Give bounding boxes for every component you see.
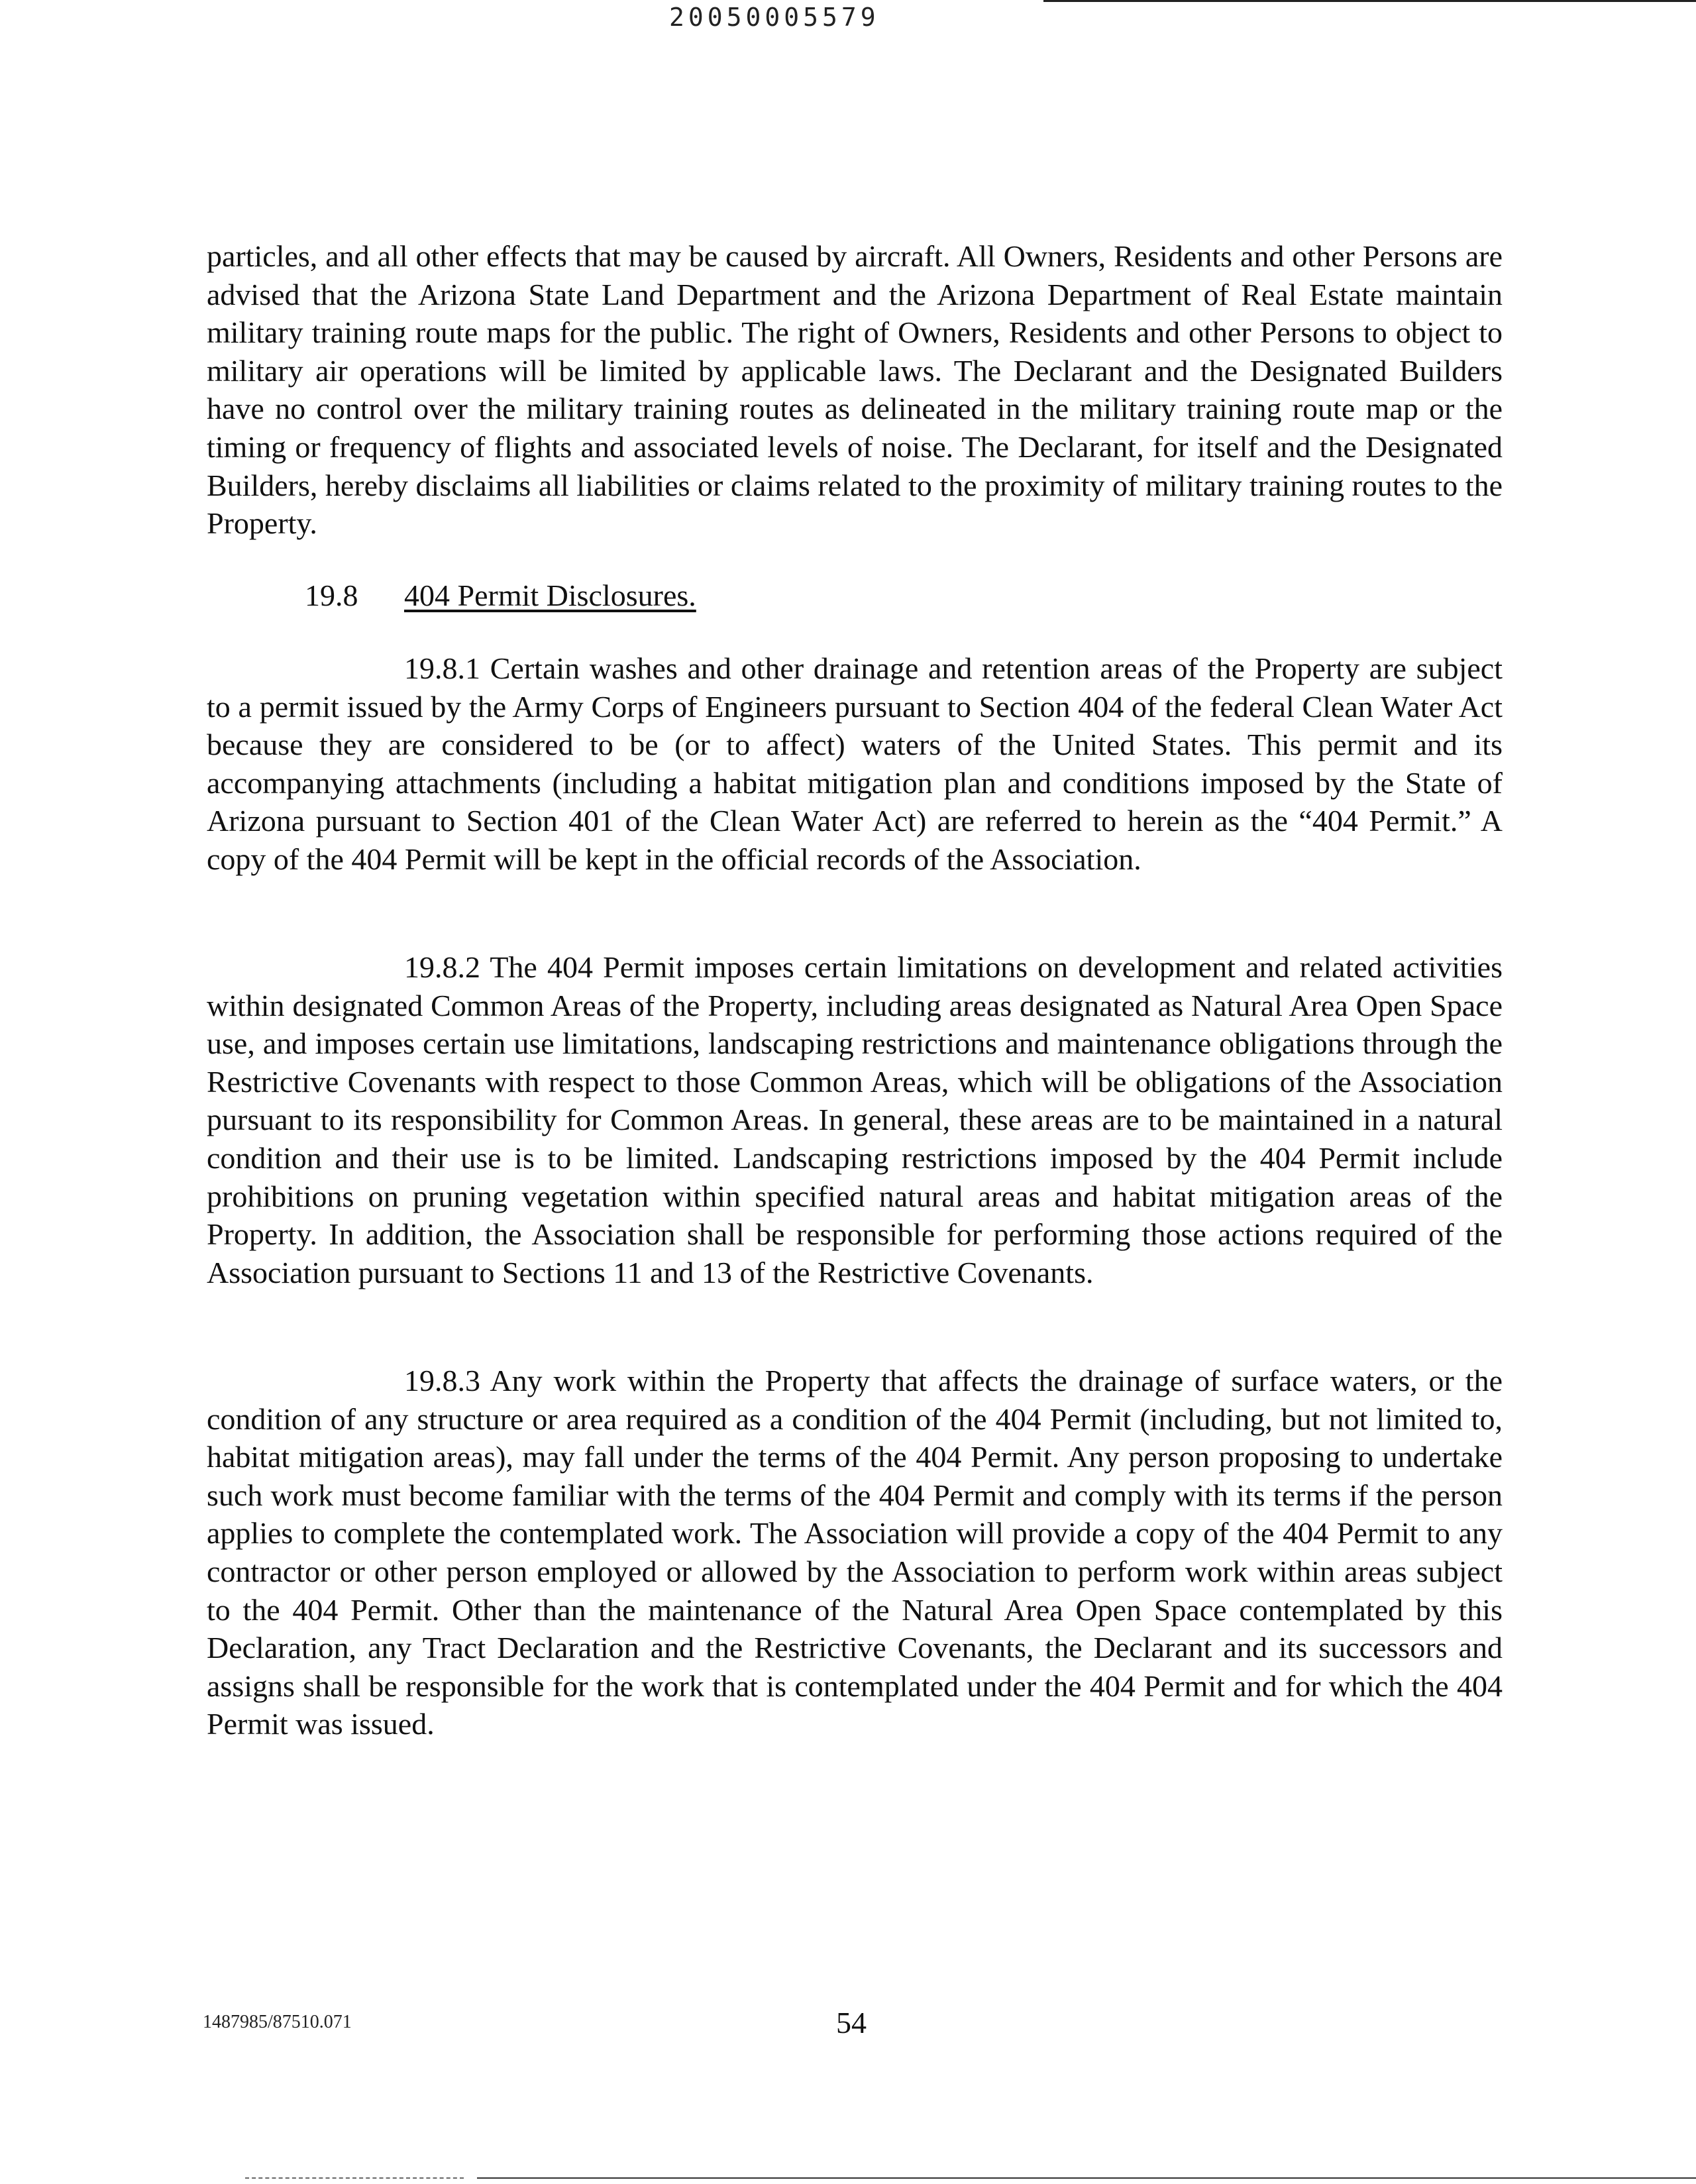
- paragraph-19-8-3: 19.8.3 Any work within the Property that affects the drainage of surface waters, or the condition of any structure or area required as a condition of the 404 Permit (including, but not limited to, habitat mitigation areas), may fall under the terms of the 404 Permit. Any person proposing to undertake such work must become familiar with the terms of the 404 Permit and comply with its terms if the person applies to complete the contemplated work. The Association will provide a copy of the 404 Permit to any contractor or other person employed or allowed by the Association to perform work within areas subject to the 404 Permit. Other than the maintenance of the Natural Area Open Space contemplated by this Declaration, any Tract Declaration and the Restrictive Covenants, the Declarant and its successors and assigns shall be responsible for the work that is contemplated under the 404 Permit and for which the 404 Permit was issued.: [207, 1364, 1503, 1741]
- paragraph-19-8-2: 19.8.2 The 404 Permit imposes certain limitations on development and related activities within designated Common Areas of the Property, including areas designated as Natural Area Open Space use, and imposes certain use limitations, landscaping restrictions and maintenance obligations through the Restrictive Covenants with respect to those Common Areas, which will be obligations of the Association pursuant to its responsibility for Common Areas. In general, these areas are to be maintained in a natural condition and their use is to be limited. Landscaping restrictions imposed by the 404 Permit include prohibitions on pruning vegetation within specified natural areas and habitat mitigation areas of the Property. In addition, the Association shall be responsible for performing those actions required of the Association pursuant to Sections 11 and 13 of the Restrictive Covenants.: [207, 950, 1503, 1289]
- section-title: 404 Permit Disclosures.: [404, 578, 696, 612]
- bottom-rule: [477, 2177, 1696, 2179]
- recording-number: 20050005579: [669, 3, 880, 32]
- page-number: 54: [836, 2006, 867, 2040]
- top-rule: [1043, 0, 1696, 2]
- footer-document-id: 1487985/87510.071: [203, 2012, 352, 2032]
- section-number: 19.8: [305, 578, 358, 612]
- paragraph-intro: particles, and all other effects that may be caused by aircraft. All Owners, Residents and other Persons are advised that the Arizona State Land Department and the Arizona Department of Real Estate maintain military training route maps for the public. The right of Owners, Residents and other Persons to object to military air operations will be limited by applicable laws. The Declarant and the Designated Builders have no control over the military training routes as delineated in the military training route map or the timing or frequency of flights and associated levels of noise. The Declarant, for itself and the Designated Builders, hereby disclaims all liabilities or claims related to the proximity of military training routes to the Property.: [207, 239, 1503, 541]
- bottom-dashed-rule: [245, 2177, 464, 2179]
- paragraph-19-8-1: 19.8.1 Certain washes and other drainage and retention areas of the Property are subject to a permit issued by the Army Corps of Engineers pursuant to Section 404 of the federal Clean Water Act because they are considered to be (or to affect) waters of the United States. This permit and its accompanying attachments (including a habitat mitigation plan and conditions imposed by the State of Arizona pursuant to Section 401 of the Clean Water Act) are referred to herein as the “404 Permit.” A copy of the 404 Permit will be kept in the official records of the Association.: [207, 651, 1503, 876]
- section-heading: [305, 576, 696, 615]
